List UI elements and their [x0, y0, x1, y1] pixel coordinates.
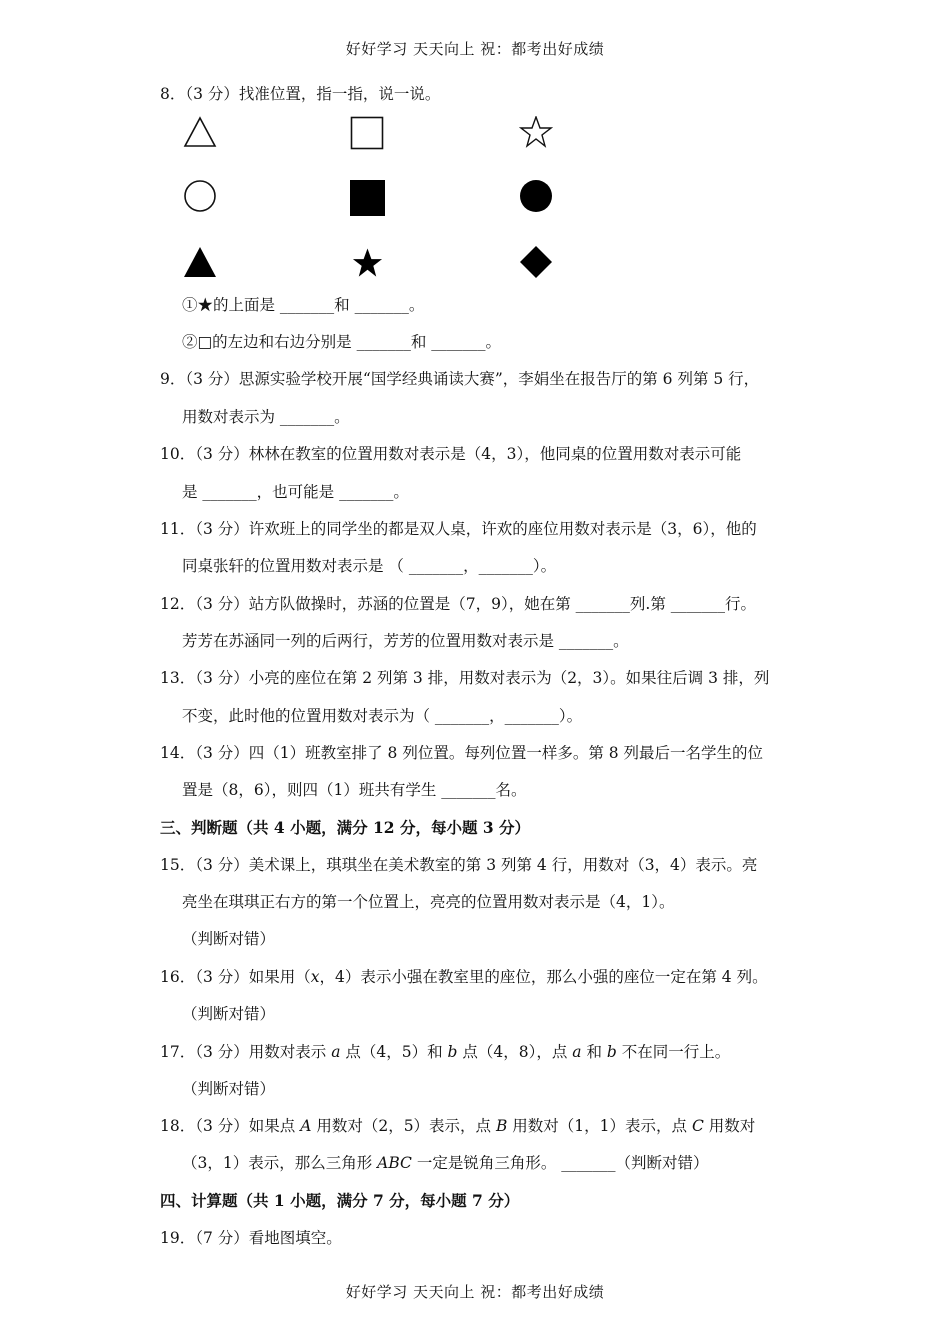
circle-outline-icon — [183, 179, 217, 213]
square-outline-icon — [350, 116, 384, 150]
q17-line1: 17．（3 分）用数对表示 a 点（4，5）和 b 点（4，8），点 a 和 b 不在同一行上。 — [160, 1043, 731, 1061]
q9-line2: 用数对表示为 _______。 — [182, 408, 350, 426]
star-filled-icon — [351, 247, 384, 279]
q10-line1: 10．（3 分）林林在教室的位置用数对表示是（4，3），他同桌的位置用数对表示可能 — [160, 445, 742, 463]
page-header: 好好学习 天天向上 祝：都考出好成绩 — [345, 40, 605, 58]
circle-filled-icon — [519, 179, 553, 213]
q8-stem: 8．（3 分）找准位置，指一指，说一说。 — [160, 85, 441, 103]
triangle-filled-icon — [183, 246, 217, 278]
q9-line1: 9．（3 分）思源实验学校开展“国学经典诵读大赛”，李娟坐在报告厅的第 6 列第 5 行， — [160, 370, 760, 388]
square-filled-icon — [350, 180, 385, 216]
q16-line2: （判断对错） — [182, 1005, 276, 1023]
q15-line3: （判断对错） — [182, 930, 276, 948]
q11-line2: 同桌张轩的位置用数对表示是 （ _______，_______）。 — [182, 557, 557, 575]
triangle-outline-icon — [183, 116, 217, 148]
q14-line1: 14．（3 分）四（1）班教室排了 8 列位置。每列位置一样多。第 8 列最后一名学生的位 — [160, 744, 764, 762]
q12-line1: 12．（3 分）站方队做操时，苏涵的位置是（7，9），她在第 _______列.第 _______行。 — [160, 595, 757, 613]
q8-sub1: ①★的上面是 _______和 _______。 — [182, 296, 425, 314]
q10-line2: 是 _______，也可能是 _______。 — [182, 483, 409, 501]
q15-line1: 15．（3 分）美术课上，琪琪坐在美术教室的第 3 列第 4 行，用数对（3，4）表示。亮 — [160, 856, 758, 874]
q16-line1: 16．（3 分）如果用（x，4）表示小强在教室里的座位，那么小强的座位一定在第 4 列。 — [160, 968, 768, 986]
q11-line1: 11．（3 分）许欢班上的同学坐的都是双人桌，许欢的座位用数对表示是（3，6），他的 — [160, 520, 757, 538]
q17-line2: （判断对错） — [182, 1080, 276, 1098]
q13-line2: 不变，此时他的位置用数对表示为（ _______，_______）。 — [182, 707, 583, 725]
q18-line1: 18．（3 分）如果点 A 用数对（2，5）表示，点 B 用数对（1，1）表示，点 C 用数对 — [160, 1117, 756, 1135]
q18-line2: （3，1）表示，那么三角形 ABC 一定是锐角三角形。 _______（判断对错） — [182, 1154, 709, 1172]
diamond-filled-icon — [519, 245, 553, 279]
q13-line1: 13．（3 分）小亮的座位在第 2 列第 3 排，用数对表示为（2，3）。如果往后调 3 排，列 — [160, 669, 770, 687]
q14-line2: 置是（8，6），则四（1）班共有学生 _______名。 — [182, 781, 527, 799]
q15-line2: 亮坐在琪琪正右方的第一个位置上，亮亮的位置用数对表示是（4，1）。 — [182, 893, 675, 911]
page-footer: 好好学习 天天向上 祝：都考出好成绩 — [345, 1283, 605, 1301]
star-outline-icon — [519, 116, 553, 148]
q12-line2: 芳芳在苏涵同一列的后两行，芳芳的位置用数对表示是 _______。 — [182, 632, 629, 650]
section-4-heading: 四、计算题（共 1 小题，满分 7 分，每小题 7 分） — [160, 1191, 520, 1210]
q19-line: 19．（7 分）看地图填空。 — [160, 1229, 342, 1247]
q8-sub2: ②□的左边和右边分别是 _______和 _______。 — [182, 333, 501, 351]
var-x: x — [310, 968, 320, 986]
section-3-heading: 三、判断题（共 4 小题，满分 12 分，每小题 3 分） — [160, 818, 531, 837]
